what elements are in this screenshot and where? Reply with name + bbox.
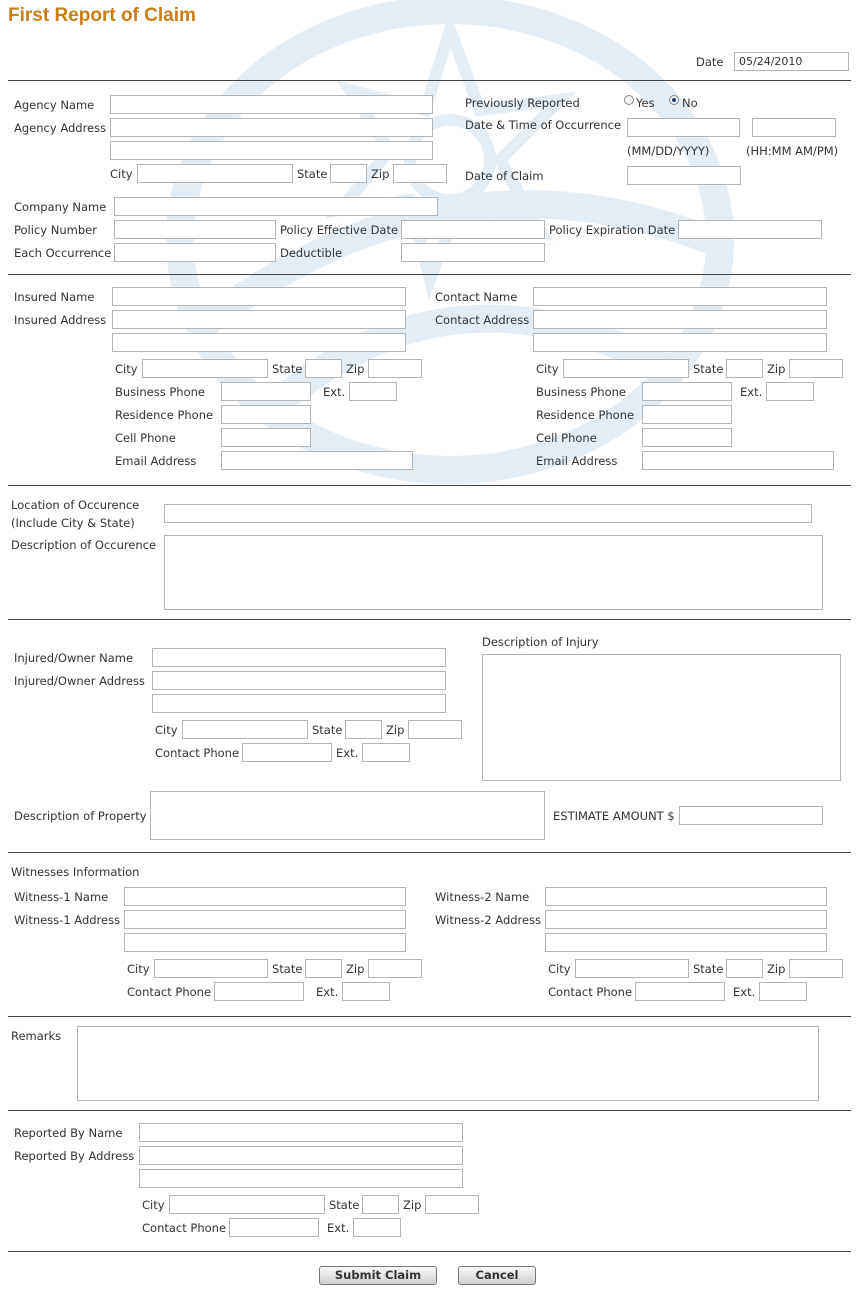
injured-owner-address-input-2[interactable]	[152, 694, 446, 713]
agency-state-label: State	[297, 167, 328, 181]
witness2-state-label: State	[693, 962, 724, 976]
reported-ext-input[interactable]	[353, 1218, 401, 1237]
witness2-contact-phone-label: Contact Phone	[548, 985, 633, 999]
remarks-label: Remarks	[11, 1029, 62, 1043]
witness2-contact-phone-input[interactable]	[635, 982, 725, 1001]
reported-by-address-input-1[interactable]	[139, 1146, 463, 1165]
contact-name-input[interactable]	[533, 287, 827, 306]
contact-residence-phone-label: Residence Phone	[536, 408, 635, 422]
section-divider	[8, 80, 851, 81]
reported-zip-input[interactable]	[425, 1195, 479, 1214]
each-occurrence-label: Each Occurrence	[14, 246, 112, 260]
occurrence-date-input[interactable]	[627, 118, 740, 137]
date-format-hint: (MM/DD/YYYY)	[627, 144, 710, 158]
insured-zip-label: Zip	[346, 362, 365, 376]
agency-address-label: Agency Address	[14, 121, 107, 135]
cancel-button[interactable]: Cancel	[458, 1266, 536, 1285]
company-name-input[interactable]	[114, 197, 438, 216]
witness1-zip-label: Zip	[346, 962, 365, 976]
occurrence-time-input[interactable]	[752, 118, 836, 137]
injured-owner-address-input-1[interactable]	[152, 671, 446, 690]
date-of-claim-input[interactable]	[627, 166, 741, 185]
deductible-input[interactable]	[401, 243, 545, 262]
date-label: Date	[696, 55, 724, 69]
injured-owner-address-label: Injured/Owner Address	[14, 674, 145, 688]
injured-state-input[interactable]	[345, 720, 382, 739]
previously-reported-label: Previously Reported	[465, 96, 580, 110]
witness2-address-label: Witness-2 Address	[435, 913, 542, 927]
location-label: Location of Occurence	[11, 498, 140, 512]
contact-city-input[interactable]	[563, 359, 689, 378]
insured-address-label: Insured Address	[14, 313, 107, 327]
contact-business-phone-input[interactable]	[642, 382, 732, 401]
estimate-amount-input[interactable]	[679, 806, 823, 825]
witness1-ext-label: Ext.	[316, 985, 339, 999]
agency-address-input-2[interactable]	[110, 141, 433, 160]
contact-address-label: Contact Address	[435, 313, 530, 327]
insured-zip-input[interactable]	[368, 359, 422, 378]
section-divider	[8, 274, 851, 275]
insured-ext-label: Ext.	[323, 385, 346, 399]
injured-zip-input[interactable]	[408, 720, 462, 739]
reported-state-label: State	[329, 1198, 360, 1212]
injured-contact-phone-input[interactable]	[242, 743, 332, 762]
previously-reported-no-radio[interactable]	[669, 95, 679, 105]
agency-zip-label: Zip	[371, 167, 390, 181]
insured-state-input[interactable]	[305, 359, 342, 378]
location-note: (Include City & State)	[11, 516, 135, 530]
contact-cell-phone-input[interactable]	[642, 428, 732, 447]
witness1-zip-input[interactable]	[368, 959, 422, 978]
injured-city-input[interactable]	[182, 720, 308, 739]
insured-city-label: City	[115, 362, 138, 376]
witness1-state-input[interactable]	[305, 959, 342, 978]
contact-zip-input[interactable]	[789, 359, 843, 378]
reported-by-name-input[interactable]	[139, 1123, 463, 1142]
previously-reported-yes-radio[interactable]	[624, 95, 634, 105]
reported-by-name-label: Reported By Name	[14, 1126, 123, 1140]
witness1-state-label: State	[272, 962, 303, 976]
insured-ext-input[interactable]	[349, 382, 397, 401]
contact-email-input[interactable]	[642, 451, 834, 470]
agency-city-input[interactable]	[137, 164, 293, 183]
section-divider	[8, 1016, 851, 1017]
agency-zip-input[interactable]	[393, 164, 447, 183]
injured-ext-input[interactable]	[362, 743, 410, 762]
page-title: First Report of Claim	[8, 5, 196, 26]
section-divider	[8, 852, 851, 853]
insured-city-input[interactable]	[142, 359, 268, 378]
insured-email-label: Email Address	[115, 454, 197, 468]
witness2-ext-label: Ext.	[733, 985, 756, 999]
reported-state-input[interactable]	[362, 1195, 399, 1214]
witness2-zip-input[interactable]	[789, 959, 843, 978]
date-of-claim-label: Date of Claim	[465, 169, 544, 183]
reported-city-label: City	[142, 1198, 165, 1212]
injured-ext-label: Ext.	[336, 746, 359, 760]
policy-effective-date-input[interactable]	[401, 220, 545, 239]
agency-name-label: Agency Name	[14, 98, 95, 112]
agency-address-input-1[interactable]	[110, 118, 433, 137]
witness2-address-input-2[interactable]	[545, 933, 827, 952]
injured-city-label: City	[155, 723, 178, 737]
witness1-city-input[interactable]	[154, 959, 268, 978]
reported-contact-phone-label: Contact Phone	[142, 1221, 227, 1235]
contact-state-input[interactable]	[726, 359, 763, 378]
section-divider	[8, 485, 851, 486]
each-occurrence-input[interactable]	[114, 243, 276, 262]
contact-cell-phone-label: Cell Phone	[536, 431, 597, 445]
witness1-address-input-2[interactable]	[124, 933, 406, 952]
contact-ext-label: Ext.	[740, 385, 763, 399]
agency-state-input[interactable]	[330, 164, 367, 183]
witness1-contact-phone-label: Contact Phone	[127, 985, 212, 999]
insured-business-phone-label: Business Phone	[115, 385, 205, 399]
contact-zip-label: Zip	[767, 362, 786, 376]
agency-city-label: City	[110, 167, 133, 181]
estimate-amount-label: ESTIMATE AMOUNT $	[553, 809, 675, 823]
insured-residence-phone-input[interactable]	[221, 405, 311, 424]
policy-number-label: Policy Number	[14, 223, 97, 237]
section-divider	[8, 619, 851, 620]
witness1-city-label: City	[127, 962, 150, 976]
description-of-property-label: Description of Property	[14, 809, 147, 823]
date-input[interactable]: 05/24/2010	[734, 52, 849, 71]
insured-cell-phone-label: Cell Phone	[115, 431, 176, 445]
witness1-name-input[interactable]	[124, 887, 406, 906]
witness2-address-input-1[interactable]	[545, 910, 827, 929]
section-divider	[8, 1251, 851, 1252]
witness2-name-label: Witness-2 Name	[435, 890, 530, 904]
contact-ext-input[interactable]	[766, 382, 814, 401]
contact-name-label: Contact Name	[435, 290, 518, 304]
time-format-hint: (HH:MM AM/PM)	[746, 144, 839, 158]
witness2-name-input[interactable]	[545, 887, 827, 906]
witness1-address-label: Witness-1 Address	[14, 913, 121, 927]
remarks-textarea[interactable]	[77, 1026, 819, 1101]
reported-city-input[interactable]	[169, 1195, 325, 1214]
policy-number-input[interactable]	[114, 220, 276, 239]
policy-expiration-date-label: Policy Expiration Date	[549, 223, 676, 237]
witnesses-header: Witnesses Information	[11, 865, 140, 879]
contact-email-label: Email Address	[536, 454, 618, 468]
witness1-address-input-1[interactable]	[124, 910, 406, 929]
insured-business-phone-input[interactable]	[221, 382, 311, 401]
description-of-property-textarea[interactable]	[150, 791, 545, 840]
reported-ext-label: Ext.	[327, 1221, 350, 1235]
date-time-occurrence-label: Date & Time of Occurrence	[465, 118, 622, 132]
description-of-injury-label: Description of Injury	[482, 635, 599, 649]
description-of-occurrence-label: Description of Occurence	[11, 538, 157, 552]
insured-residence-phone-label: Residence Phone	[115, 408, 214, 422]
description-of-occurrence-textarea[interactable]	[164, 535, 823, 610]
company-name-label: Company Name	[14, 200, 107, 214]
witness1-ext-input[interactable]	[342, 982, 390, 1001]
witness2-city-label: City	[548, 962, 571, 976]
injured-zip-label: Zip	[386, 723, 405, 737]
injured-owner-name-input[interactable]	[152, 648, 446, 667]
reported-contact-phone-input[interactable]	[229, 1218, 319, 1237]
policy-effective-date-label: Policy Effective Date	[280, 223, 399, 237]
injured-owner-name-label: Injured/Owner Name	[14, 651, 134, 665]
no-label: No	[682, 96, 698, 110]
submit-claim-button[interactable]: Submit Claim	[319, 1266, 437, 1285]
policy-expiration-date-input[interactable]	[678, 220, 822, 239]
contact-business-phone-label: Business Phone	[536, 385, 626, 399]
contact-state-label: State	[693, 362, 724, 376]
reported-zip-label: Zip	[403, 1198, 422, 1212]
yes-label: Yes	[636, 96, 655, 110]
injured-state-label: State	[312, 723, 343, 737]
insured-address-input-2[interactable]	[112, 333, 406, 352]
witness2-state-input[interactable]	[726, 959, 763, 978]
insured-name-label: Insured Name	[14, 290, 95, 304]
witness2-ext-input[interactable]	[759, 982, 807, 1001]
section-divider	[8, 1110, 851, 1111]
insured-state-label: State	[272, 362, 303, 376]
contact-city-label: City	[536, 362, 559, 376]
insured-address-input-1[interactable]	[112, 310, 406, 329]
contact-address-input-2[interactable]	[533, 333, 827, 352]
location-input[interactable]	[164, 504, 812, 523]
insured-cell-phone-input[interactable]	[221, 428, 311, 447]
witness1-contact-phone-input[interactable]	[214, 982, 304, 1001]
deductible-label: Deductible	[280, 246, 343, 260]
description-of-injury-textarea[interactable]	[482, 654, 841, 781]
witness2-city-input[interactable]	[575, 959, 689, 978]
injured-contact-phone-label: Contact Phone	[155, 746, 240, 760]
reported-by-address-label: Reported By Address	[14, 1149, 135, 1163]
insured-email-input[interactable]	[221, 451, 413, 470]
contact-residence-phone-input[interactable]	[642, 405, 732, 424]
contact-address-input-1[interactable]	[533, 310, 827, 329]
agency-name-input[interactable]	[110, 95, 433, 114]
insured-name-input[interactable]	[112, 287, 406, 306]
reported-by-address-input-2[interactable]	[139, 1169, 463, 1188]
witness1-name-label: Witness-1 Name	[14, 890, 109, 904]
witness2-zip-label: Zip	[767, 962, 786, 976]
